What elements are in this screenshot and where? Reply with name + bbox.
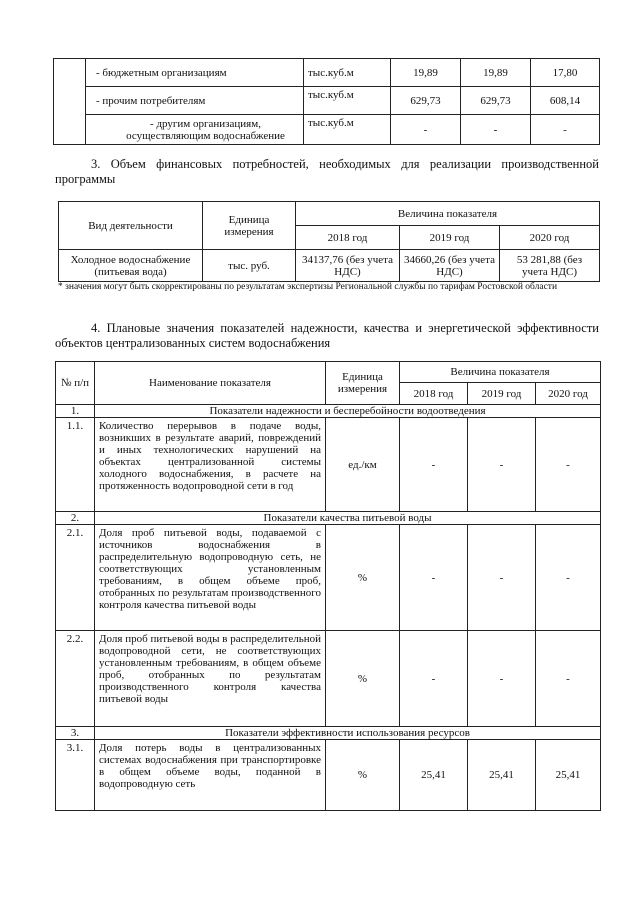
value-2019: 25,41 bbox=[468, 740, 536, 811]
table-row bbox=[56, 740, 601, 811]
footnote: * значения могут быть скорректированы по результатам экспертизы Региональной службы по тарифам Ростовской области bbox=[58, 282, 558, 292]
item-number: 1.1. bbox=[56, 418, 95, 512]
value-2018: - bbox=[391, 115, 461, 145]
unit-cell: тыс. руб. bbox=[203, 250, 296, 282]
indicator-name: Доля потерь воды в централизованных системах водоснабжения при транспортировке в общем объеме воды, поданной в водопроводную сеть bbox=[95, 740, 326, 811]
group-number: 3. bbox=[56, 727, 95, 740]
year-2020-header: 2020 год bbox=[536, 383, 601, 405]
value-2018: 629,73 bbox=[391, 87, 461, 115]
value-2020: 53 281,88 (без учета НДС) bbox=[500, 250, 600, 282]
table-row bbox=[54, 87, 600, 115]
group-number: 2. bbox=[56, 512, 95, 525]
group-number: 1. bbox=[56, 405, 95, 418]
value-2019: 34660,26 (без учета НДС) bbox=[400, 250, 500, 282]
value-header: Величина показателя bbox=[400, 362, 601, 383]
item-number: 2.1. bbox=[56, 525, 95, 631]
value-2019: 19,89 bbox=[461, 59, 531, 87]
value-2020: - bbox=[536, 631, 601, 727]
value-2020: - bbox=[531, 115, 600, 145]
value-2019: - bbox=[468, 525, 536, 631]
table-row bbox=[54, 115, 600, 145]
value-header: Величина показателя bbox=[296, 202, 600, 226]
value-2019: 629,73 bbox=[461, 87, 531, 115]
year-2019-header: 2019 год bbox=[468, 383, 536, 405]
section-3-heading: 3. Объем финансовых потребностей, необходимых для реализации производственной программы bbox=[55, 157, 599, 186]
consumption-table bbox=[53, 58, 600, 145]
row-label: - прочим потребителям bbox=[86, 87, 304, 115]
value-2020: - bbox=[536, 525, 601, 631]
indicator-name: Количество перерывов в подаче воды, возникших в результате аварий, повреждений и иных технологических нарушений на объектах централизованной системы холодного водоснабжения, в расчете на протяженность водопроводной сети в год bbox=[95, 418, 326, 512]
header-row bbox=[59, 202, 600, 226]
indicator-name: Доля проб питьевой воды, подаваемой с источников водоснабжения в распределительную водопроводную сеть, не соответствующих установленным требованиям, в общем объеме проб, отобранных по результатам производственного контроля качества питьевой воды bbox=[95, 525, 326, 631]
activity-header: Вид деятельности bbox=[59, 202, 203, 250]
value-2020: 25,41 bbox=[536, 740, 601, 811]
unit-cell: % bbox=[326, 740, 400, 811]
value-2020: 608,14 bbox=[531, 87, 600, 115]
table-row bbox=[56, 418, 601, 512]
row-label: - другим организациям, осуществляющим водоснабжение bbox=[86, 115, 304, 145]
activity-cell: Холодное водоснабжение (питьевая вода) bbox=[59, 250, 203, 282]
group-title: Показатели эффективности использования ресурсов bbox=[95, 727, 601, 740]
indicator-name: Доля проб питьевой воды в распределительной водопроводной сети, не соответствующих установленным требованиям, в общем объеме проб, отобранных по результатам производственного контроля качества питьевой воды bbox=[95, 631, 326, 727]
year-2019-header: 2019 год bbox=[400, 226, 500, 250]
item-number: 2.2. bbox=[56, 631, 95, 727]
unit-cell: % bbox=[326, 525, 400, 631]
group-title: Показатели надежности и бесперебойности водоотведения bbox=[95, 405, 601, 418]
year-2018-header: 2018 год bbox=[400, 383, 468, 405]
group-row bbox=[56, 727, 601, 740]
value-2018: - bbox=[400, 631, 468, 727]
value-2018: - bbox=[400, 418, 468, 512]
value-2018: 25,41 bbox=[400, 740, 468, 811]
value-2019: - bbox=[468, 418, 536, 512]
table-row bbox=[56, 631, 601, 727]
unit-cell: ед./км bbox=[326, 418, 400, 512]
financial-needs-table bbox=[58, 201, 600, 282]
value-2018: 19,89 bbox=[391, 59, 461, 87]
table-row bbox=[56, 525, 601, 631]
group-title: Показатели качества питьевой воды bbox=[95, 512, 601, 525]
unit-header: Единица измерения bbox=[326, 362, 400, 405]
unit-cell: % bbox=[326, 631, 400, 727]
group-row bbox=[56, 405, 601, 418]
row-label: - бюджетным организациям bbox=[86, 59, 304, 87]
value-2018: 34137,76 (без учета НДС) bbox=[296, 250, 400, 282]
value-2019: - bbox=[461, 115, 531, 145]
unit-cell: тыс.куб.м bbox=[304, 87, 391, 115]
header-row bbox=[56, 362, 601, 383]
group-row bbox=[56, 512, 601, 525]
value-2020: 17,80 bbox=[531, 59, 600, 87]
name-header: Наименование показателя bbox=[95, 362, 326, 405]
table-row bbox=[54, 59, 600, 87]
item-number: 3.1. bbox=[56, 740, 95, 811]
table-row bbox=[59, 250, 600, 282]
year-2018-header: 2018 год bbox=[296, 226, 400, 250]
unit-header: Единица измерения bbox=[203, 202, 296, 250]
num-header: № п/п bbox=[56, 362, 95, 405]
indicators-table bbox=[55, 361, 601, 811]
value-2018: - bbox=[400, 525, 468, 631]
value-2020: - bbox=[536, 418, 601, 512]
number-cell bbox=[54, 59, 86, 145]
year-2020-header: 2020 год bbox=[500, 226, 600, 250]
unit-cell: тыс.куб.м bbox=[304, 59, 391, 87]
value-2019: - bbox=[468, 631, 536, 727]
unit-cell: тыс.куб.м bbox=[304, 115, 391, 145]
section-4-heading: 4. Плановые значения показателей надежности, качества и энергетической эффективности объектов централизованных систем водоснабжения bbox=[55, 321, 599, 350]
